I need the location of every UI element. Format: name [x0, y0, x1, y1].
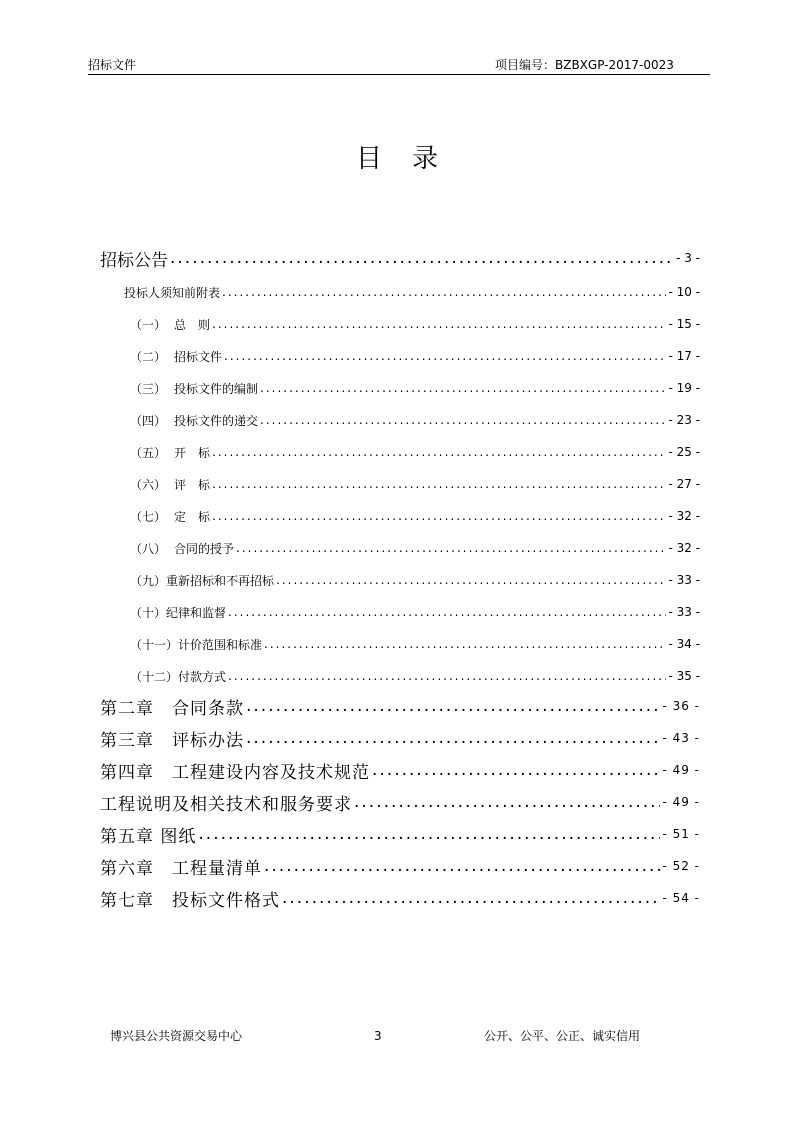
toc-entry-page: - 27 -: [668, 477, 700, 491]
toc-entry-page: - 43 -: [662, 731, 700, 745]
toc-entry-label: 工程说明及相关技术和服务要求: [100, 794, 352, 815]
toc-entry-page: - 17 -: [668, 349, 700, 363]
toc-entry-number: （二）: [130, 349, 167, 364]
toc-leader-dots: [170, 250, 674, 267]
toc-leader-dots: [212, 510, 666, 522]
toc-leader-dots: [228, 606, 666, 618]
page-header: [88, 56, 710, 75]
toc-leader-dots: [236, 542, 666, 554]
toc-entry-page: - 19 -: [668, 381, 700, 395]
toc-leader-dots: [354, 794, 660, 811]
toc-entry-label: 第七章 投标文件格式: [100, 890, 280, 911]
toc-entry-number: （六）: [130, 477, 167, 492]
toc-entry[interactable]: [130, 664, 700, 688]
toc-entry[interactable]: [100, 694, 700, 718]
toc-entry-label: 合同的授予: [174, 541, 235, 556]
footer-page-number: 3: [374, 1029, 382, 1043]
toc-leader-dots: [246, 698, 660, 715]
toc-entry[interactable]: [130, 440, 700, 464]
toc-entry-page: - 25 -: [668, 445, 700, 459]
toc-entry[interactable]: [130, 632, 700, 656]
toc-entry-label: 第五章 图纸: [100, 826, 197, 847]
toc-entry-page: - 52 -: [662, 859, 700, 873]
toc-entry-page: - 32 -: [668, 509, 700, 523]
toc-entry[interactable]: [100, 246, 700, 270]
toc-entry-label: 第六章 工程量清单: [100, 858, 262, 879]
toc-entry[interactable]: [100, 758, 700, 782]
toc-entry-number: （三）: [130, 381, 167, 396]
toc-entry[interactable]: [100, 726, 700, 750]
toc-entry-label: 定 标: [174, 509, 211, 524]
toc-entry[interactable]: [100, 790, 700, 814]
toc-entry[interactable]: [130, 600, 700, 624]
toc-entry-page: - 10 -: [668, 285, 700, 299]
toc-leader-dots: [212, 318, 666, 330]
toc-leader-dots: [264, 858, 660, 875]
toc-entry-label: 投标文件的编制: [174, 381, 259, 396]
toc-entry[interactable]: [130, 408, 700, 432]
toc-leader-dots: [276, 574, 666, 586]
toc-leader-dots: [372, 762, 660, 779]
header-project-number: 项目编号：BZBXGP-2017-0023: [495, 58, 674, 72]
toc-leader-dots: [212, 478, 666, 490]
toc-entry-number: （八）: [130, 541, 167, 556]
toc-entry-label: 第四章 工程建设内容及技术规范: [100, 762, 370, 783]
toc-entry[interactable]: [100, 886, 700, 910]
toc-leader-dots: [260, 414, 666, 426]
toc-entry[interactable]: [100, 822, 700, 846]
toc-entry-page: - 33 -: [668, 573, 700, 587]
toc-entry-label: （九）重新招标和不再招标: [130, 573, 275, 588]
toc-leader-dots: [198, 826, 660, 843]
toc-leader-dots: [282, 890, 660, 907]
toc-entry-page: - 54 -: [662, 891, 700, 905]
toc-entry-label: （十）纪律和监督: [130, 605, 227, 620]
toc-entry[interactable]: [130, 376, 700, 400]
toc-entry-label: 投标人须知前附表: [124, 285, 221, 300]
toc-entry[interactable]: [124, 280, 700, 304]
toc-entry[interactable]: [130, 312, 700, 336]
toc-entry-label: 第三章 评标办法: [100, 730, 244, 751]
toc-leader-dots: [246, 730, 660, 747]
toc-entry-page: - 33 -: [668, 605, 700, 619]
toc-entry-number: （四）: [130, 413, 167, 428]
toc-leader-dots: [264, 638, 666, 650]
toc-entry-label: （十二）付款方式: [130, 669, 227, 684]
toc-entry-page: - 3 -: [676, 251, 700, 265]
footer-slogan: 公开、公平、公正、诚实信用: [484, 1029, 641, 1043]
toc-entry[interactable]: [100, 854, 700, 878]
toc-entry-page: - 34 -: [668, 637, 700, 651]
toc-entry-label: 开 标: [174, 445, 211, 460]
page-title: 目录: [355, 144, 468, 174]
toc-entry-number: （一）: [130, 317, 167, 332]
toc-entry-label: 招标公告: [100, 250, 168, 271]
header-document-type: 招标文件: [88, 58, 137, 72]
toc-entry-label: （十一）计价范围和标准: [130, 637, 263, 652]
toc-leader-dots: [228, 670, 666, 682]
toc-entry-label: 投标文件的递交: [174, 413, 259, 428]
toc-entry[interactable]: [130, 472, 700, 496]
toc-entry-page: - 32 -: [668, 541, 700, 555]
toc-entry[interactable]: [130, 344, 700, 368]
toc-leader-dots: [212, 446, 666, 458]
toc-entry-label: 招标文件: [174, 349, 223, 364]
toc-entry-label: 评 标: [174, 477, 211, 492]
toc-entry-page: - 49 -: [662, 763, 700, 777]
toc-leader-dots: [222, 286, 666, 298]
footer-organization: 博兴县公共资源交易中心: [110, 1029, 243, 1043]
toc-leader-dots: [260, 382, 666, 394]
toc-entry[interactable]: [130, 568, 700, 592]
toc-leader-dots: [224, 350, 666, 362]
toc-entry-page: - 36 -: [662, 699, 700, 713]
toc-entry-page: - 15 -: [668, 317, 700, 331]
toc-entry[interactable]: [130, 536, 700, 560]
toc-entry-label: 第二章 合同条款: [100, 698, 244, 719]
toc-entry-number: （五）: [130, 445, 167, 460]
toc-entry-page: - 51 -: [662, 827, 700, 841]
toc-entry-label: 总 则: [174, 317, 211, 332]
toc-entry-number: （七）: [130, 509, 167, 524]
toc-entry-page: - 35 -: [668, 669, 700, 683]
toc-entry-page: - 23 -: [668, 413, 700, 427]
toc-entry-page: - 49 -: [662, 795, 700, 809]
toc-entry[interactable]: [130, 504, 700, 528]
